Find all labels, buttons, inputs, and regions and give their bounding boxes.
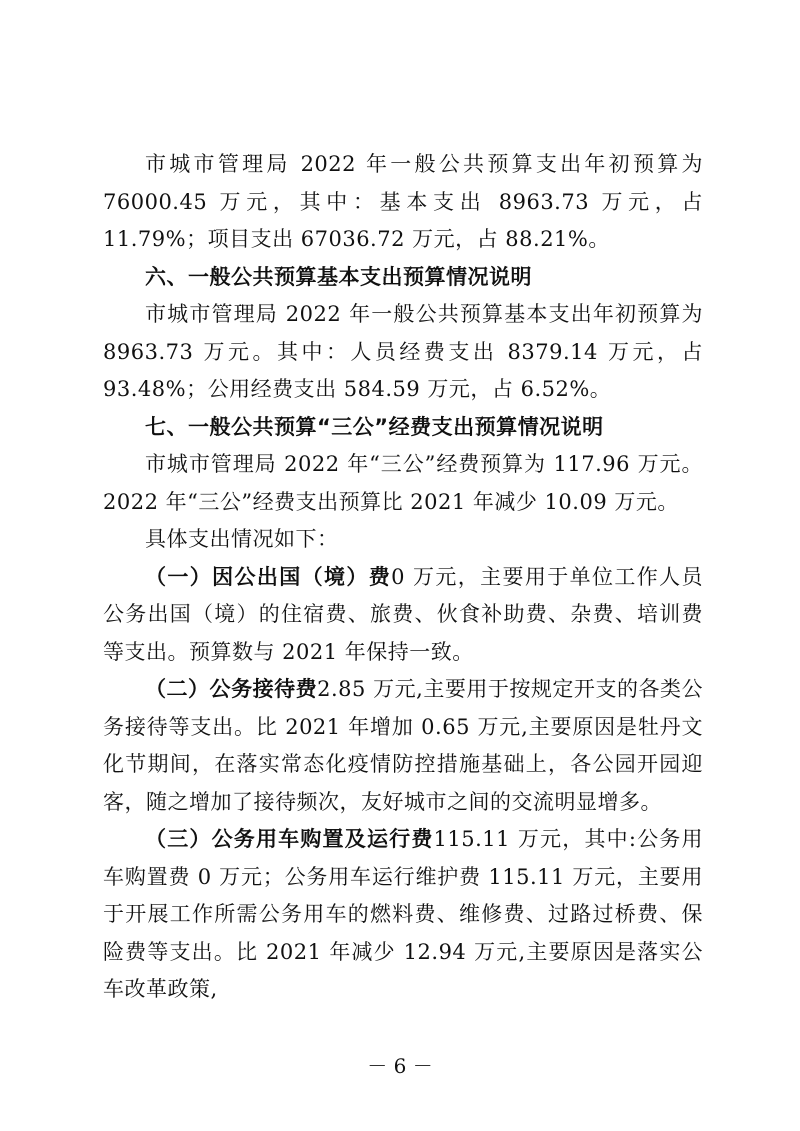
paragraph-basic-expenditure: 市城市管理局 2022 年一般公共预算基本支出年初预算为8963.73 万元。其中：人员经费支出 8379.14 万元，占 93.48%；公用经费支出 584.59 万元，占 6.52%。: [103, 302, 703, 401]
text-overseas-travel: 0 万元，主要用于单位工作人员公务出国（境）的住宿费、旅费、伙食补助费、杂费、培训费等支出。预算数与 2021 年保持一致。: [103, 564, 703, 664]
paragraph-details-intro: 具体支出情况如下：: [145, 527, 339, 551]
term-overseas-travel: （一）因公出国（境）费: [145, 564, 392, 589]
paragraph-general-budget: 市城市管理局 2022 年一般公共预算支出年初预算为76000.45 万元，其中：基本支出 8963.73 万元，占 11.79%；项目支出 67036.72 万元，占 88.21%。: [103, 152, 703, 251]
page-number: － 6 －: [367, 1054, 433, 1078]
paragraph-three-public: 市城市管理局 2022 年“三公”经费预算为 117.96 万元。2022 年“三公”经费支出预算比 2021 年减少 10.09 万元。: [103, 452, 703, 514]
section-heading-6: 六、一般公共预算基本支出预算情况说明: [145, 264, 532, 289]
term-vehicles: （三）公务用车购置及运行费: [145, 827, 434, 851]
paragraph-vehicles: [103, 821, 703, 1009]
text-vehicles: 115.11 万元，其中:公务用车购置费 0 万元；公务用车运行维护费 115.11 万元，主要用于开展工作所需公务用车的燃料费、维修费、过路过桥费、保险费等支出。比 2021 年减少 12.94 万元,主要原因是落实公车改革政策,: [103, 827, 704, 1001]
text-reception: 2.85 万元,主要用于按规定开支的各类公务接待等支出。比 2021 年增加 0.65 万元,主要原因是牡丹文化节期间，在落实常态化疫情防控措施基础上，各公园开园迎客，随之增加了接待频次，友好城市之间的交流明显增多。: [103, 677, 704, 814]
term-reception: （二）公务接待费: [145, 677, 318, 701]
paragraph-reception: [103, 671, 703, 821]
section-heading-7: 七、一般公共预算“三公”经费支出预算情况说明: [145, 414, 604, 439]
document-body: [103, 146, 703, 1009]
paragraph-overseas-travel: [103, 559, 703, 672]
